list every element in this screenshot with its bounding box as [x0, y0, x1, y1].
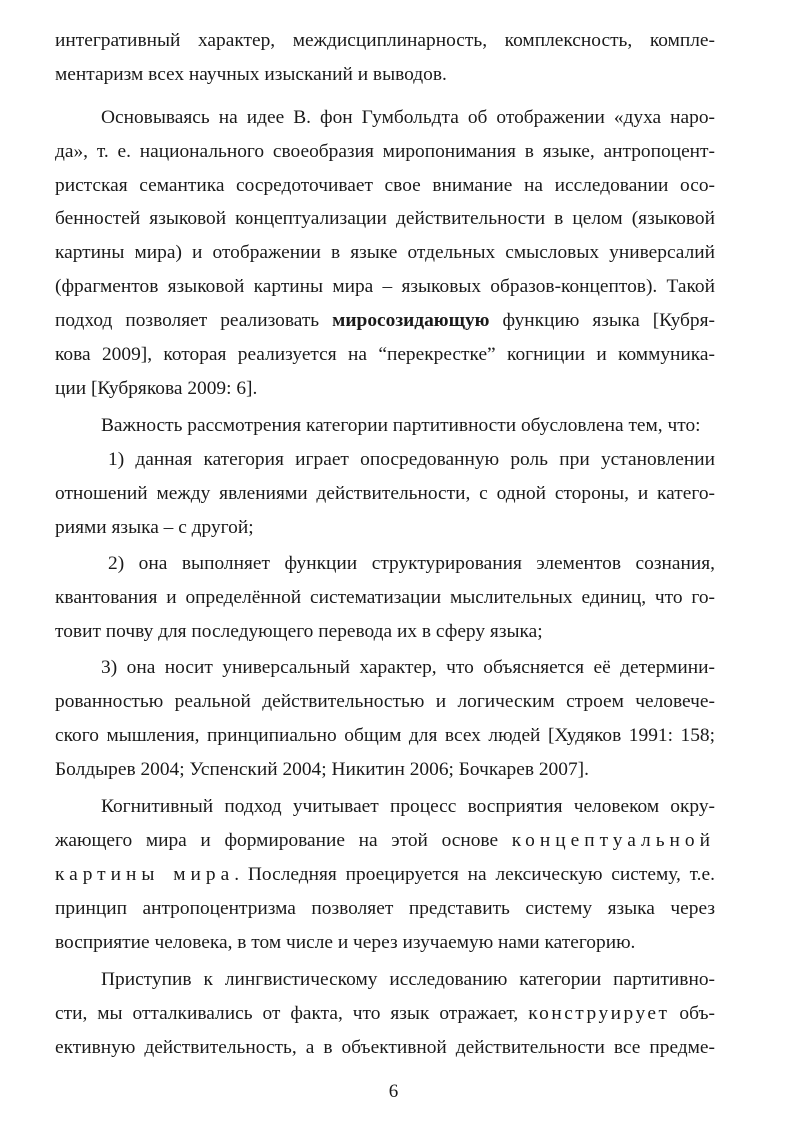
emphasis-spaced: конструирует: [528, 1003, 670, 1024]
text-line: 2) она выполняет функции структурирования элементов сознания,: [108, 553, 715, 574]
page-number: 6: [388, 1081, 399, 1102]
text-line: Основываясь на идее В. фон Гумбольдта об отображении «духа наро-: [101, 107, 715, 128]
text-line: Приступив к лингвистическому исследованию категории партитивно-: [101, 969, 715, 990]
text-run: . Последняя проецируется на лексическую систему, т.е.: [234, 864, 715, 885]
emphasis-spaced: картины мира: [55, 864, 235, 885]
text-line: ции [Кубрякова 2009: 6].: [55, 378, 258, 399]
text-line: отношений между явлениями действительности, с одной стороны, и катего-: [55, 483, 715, 504]
text-line: да», т. е. национального своеобразия миропонимания в языке, антропоцент-: [55, 141, 715, 162]
text-line: бенностей языковой концептуализации действительности в целом (языковой: [55, 208, 715, 229]
text-line: восприятие человека, в том числе и через изучаемую нами категорию.: [55, 932, 636, 953]
text-line: принцип антропоцентризма позволяет представить систему языка через: [55, 898, 715, 919]
text-run: подход позволяет реализовать: [55, 310, 333, 331]
text-run: объ-: [669, 1003, 715, 1024]
text-line: Когнитивный подход учитывает процесс восприятия человеком окру-: [101, 796, 715, 817]
text-line: квантования и определённой систематизации мыслительных единиц, что го-: [55, 587, 715, 608]
text-line: кова 2009], которая реализуется на “перекрестке” когниции и коммуника-: [55, 344, 715, 365]
text-line: ристская семантика сосредоточивает свое внимание на исследовании осо-: [55, 175, 715, 196]
text-line: ективную действительность, а в объективной действительности все предме-: [55, 1037, 715, 1058]
text-line: [55, 1002, 715, 1026]
text-line: интегративный характер, междисциплинарность, комплексность, компле-: [55, 30, 715, 51]
text-run: функцию языка [Кубря-: [489, 310, 715, 331]
text-line: (фрагментов языковой картины мира – языковых образов-концептов). Такой: [55, 276, 715, 297]
text-line: [55, 863, 715, 887]
emphasis-spaced: концептуальной: [511, 830, 715, 851]
text-line: Болдырев 2004; Успенский 2004; Никитин 2006; Бочкарев 2007].: [55, 759, 589, 780]
text-line: ментаризм всех научных изысканий и выводов.: [55, 64, 447, 85]
text-line: [55, 309, 715, 333]
text-run: сти, мы отталкивались от факта, что язык отражает,: [55, 1003, 529, 1024]
text-line: товит почву для последующего перевода их в сферу языка;: [55, 621, 543, 642]
text-line: [55, 829, 715, 853]
text-line: картины мира) и отображении в языке отдельных смысловых универсалий: [55, 242, 715, 263]
emphasis-bold: миросозидающую: [332, 310, 490, 331]
text-line: 3) она носит универсальный характер, что объясняется её детермини-: [101, 657, 715, 678]
text-line: 1) данная категория играет опосредованную роль при установлении: [108, 449, 715, 470]
text-line: Важность рассмотрения категории партитивности обусловлена тем, что:: [101, 415, 701, 436]
text-line: риями языка – с другой;: [55, 517, 254, 538]
text-line: рованностью реальной действительностью и логическим строем человече-: [55, 691, 715, 712]
text-run: жающего мира и формирование на этой основе: [55, 830, 512, 851]
text-line: ского мышления, принципиально общим для всех людей [Худяков 1991: 158;: [55, 725, 715, 746]
